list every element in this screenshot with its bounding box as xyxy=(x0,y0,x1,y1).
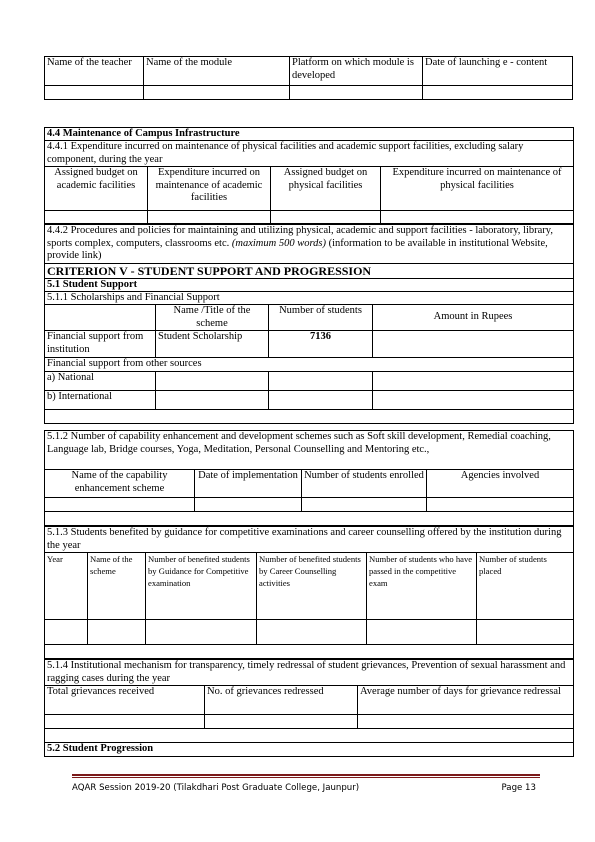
header-number-students: Number of students xyxy=(269,305,373,331)
amount-value xyxy=(373,331,574,358)
header-expenditure-academic: Expenditure incurred on maintenance of academic facilities xyxy=(148,167,271,211)
table-cell xyxy=(269,390,373,409)
e-content-table xyxy=(44,56,573,100)
header-grievances-redressed: No. of grievances redressed xyxy=(205,686,358,715)
footer-rule xyxy=(72,774,540,776)
table-cell xyxy=(45,620,88,645)
header-guidance-students: Number of benefited students by Guidance for Competitive examination xyxy=(146,553,257,620)
students-value: 7136 xyxy=(269,331,373,358)
grievance-table xyxy=(44,685,574,757)
table-cell xyxy=(427,498,574,512)
question-4-4-2-text: 4.4.2 Procedures and policies for maintaining and utilizing physical, academic and support facilities - laboratory, library, sports complex, computers, classrooms etc. xyxy=(47,225,553,249)
table-cell xyxy=(373,390,574,409)
section-title-5-2: 5.2 Student Progression xyxy=(45,743,574,757)
table-cell xyxy=(88,620,146,645)
question-5-1-4: 5.1.4 Institutional mechanism for transparency, timely redressal of student grievances, Prevention of sexual harassment and ragging cases during the year xyxy=(44,659,574,685)
table-cell xyxy=(45,211,148,224)
header-placed-students: Number of students placed xyxy=(477,553,574,620)
footer-text: AQAR Session 2019-20 (Tilakdhari Post Graduate College, Jaunpur) xyxy=(72,783,360,793)
table-cell xyxy=(367,620,477,645)
header-counselling-students: Number of benefited students by Career Counselling activities xyxy=(257,553,367,620)
row-label-institution: Financial support from institution xyxy=(45,331,156,358)
header-capability-scheme: Name of the capability enhancement scheme xyxy=(45,470,195,498)
row-label-other-sources: Financial support from other sources xyxy=(45,358,574,372)
question-4-4-1: 4.4.1 Expenditure incurred on maintenance of physical facilities and academic support facilities, excluding salary component, during the year xyxy=(44,140,574,166)
section-title-4-4: 4.4 Maintenance of Campus Infrastructure xyxy=(44,127,574,140)
word-limit-note: (maximum 500 words) xyxy=(231,237,326,249)
row-label-international: b) International xyxy=(45,390,156,409)
header-scheme: Name of the scheme xyxy=(88,553,146,620)
scheme-value: Student Scholarship xyxy=(156,331,269,358)
header-expenditure-physical: Expenditure incurred on maintenance of physical facilities xyxy=(381,167,574,211)
table-cell xyxy=(156,371,269,390)
table-cell xyxy=(302,498,427,512)
table-cell xyxy=(423,86,573,100)
row-label-national: a) National xyxy=(45,371,156,390)
page-footer xyxy=(72,782,540,795)
header-implementation-date: Date of implementation xyxy=(195,470,302,498)
table-cell xyxy=(45,498,195,512)
subsection-5-1-1: 5.1.1 Scholarships and Financial Support xyxy=(44,291,574,304)
table-cell xyxy=(358,715,574,729)
table-cell xyxy=(45,305,156,331)
header-scheme-name: Name /Title of the scheme xyxy=(156,305,269,331)
table-cell xyxy=(148,211,271,224)
question-5-1-3: 5.1.3 Students benefited by guidance for competitive examinations and career counselling offered by the institution during the year xyxy=(44,526,574,552)
table-cell xyxy=(269,371,373,390)
table-cell xyxy=(45,645,574,659)
question-5-1-2: 5.1.2 Number of capability enhancement and development schemes such as Soft skill development, Remedial coaching, Language lab, Bridge courses, Yoga, Meditation, Personal Counselling and Mentoring etc., xyxy=(44,430,574,469)
header-launch-date: Date of launching e - content xyxy=(423,57,573,86)
table-cell xyxy=(290,86,423,100)
table-cell xyxy=(146,620,257,645)
table-cell xyxy=(195,498,302,512)
header-budget-academic: Assigned budget on academic facilities xyxy=(45,167,148,211)
header-passed-students: Number of students who have passed in the competitive exam xyxy=(367,553,477,620)
header-teacher-name: Name of the teacher xyxy=(45,57,144,86)
header-budget-physical: Assigned budget on physical facilities xyxy=(271,167,381,211)
table-cell xyxy=(257,620,367,645)
table-cell xyxy=(45,729,574,743)
header-students-enrolled: Number of students enrolled xyxy=(302,470,427,498)
header-amount: Amount in Rupees xyxy=(373,305,574,331)
question-4-4-2 xyxy=(44,224,574,263)
table-cell xyxy=(45,512,574,526)
guidance-table xyxy=(44,552,574,659)
section-title-5-1: 5.1 Student Support xyxy=(44,278,574,291)
table-cell xyxy=(381,211,574,224)
page-number: Page 13 xyxy=(501,783,536,793)
criterion-heading: CRITERION V - STUDENT SUPPORT AND PROGRESSION xyxy=(44,263,574,278)
table-cell xyxy=(45,715,205,729)
header-agencies: Agencies involved xyxy=(427,470,574,498)
table-cell xyxy=(156,390,269,409)
capability-table xyxy=(44,469,574,526)
table-cell xyxy=(45,409,574,423)
header-average-days: Average number of days for grievance redressal xyxy=(358,686,574,715)
header-grievances-received: Total grievances received xyxy=(45,686,205,715)
header-platform: Platform on which module is developed xyxy=(290,57,423,86)
budget-table xyxy=(44,166,574,224)
header-module-name: Name of the module xyxy=(144,57,290,86)
table-cell xyxy=(45,86,144,100)
footer-rule-thin xyxy=(72,777,540,778)
table-cell xyxy=(373,371,574,390)
table-cell xyxy=(144,86,290,100)
website-note: (information to be available in institutional Website, provide link) xyxy=(47,237,548,261)
table-cell xyxy=(271,211,381,224)
scholarship-table xyxy=(44,304,574,424)
table-cell xyxy=(205,715,358,729)
header-year: Year xyxy=(45,553,88,620)
table-cell xyxy=(477,620,574,645)
